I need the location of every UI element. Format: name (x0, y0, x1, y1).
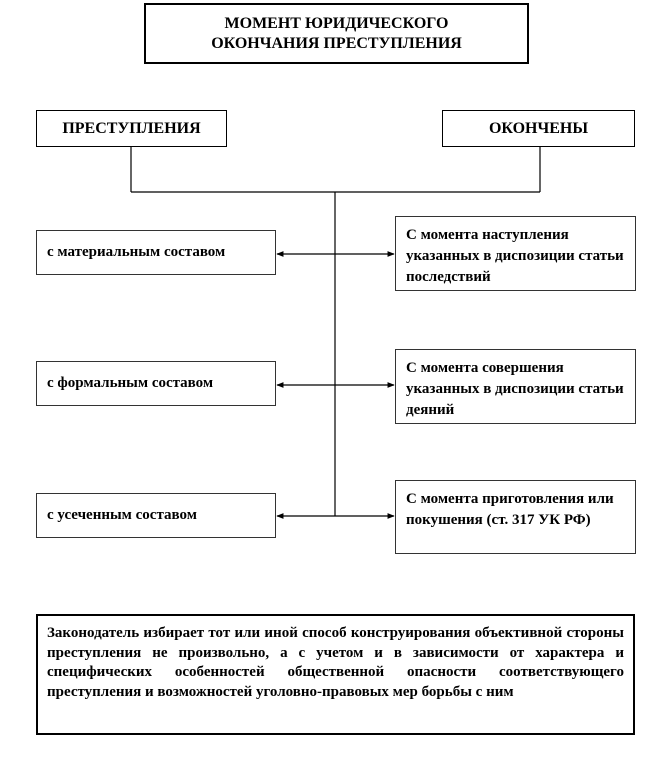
ended-header-box (442, 110, 635, 147)
moment-label: С момента совершения указанных в диспозиции статьи деяний (406, 360, 624, 418)
ended-header-label: ОКОНЧЕНЫ (488, 119, 589, 137)
legislator-note-text: Законодатель избирает тот или иной способ конструирования объективной стороны преступления не произвольно, а с учетом и в зависимости от характера и специфических особенностей общественной опасности соответствующего преступления и возможностей уголовно-правовых мер борьбы с ним (47, 625, 624, 700)
crime-type-label: с усеченным составом (47, 507, 197, 523)
moment-label: С момента приготовления или покушения (ст. 317 УК РФ) (406, 491, 614, 528)
moment-label: С момента наступления указанных в диспозиции статьи последствий (406, 227, 624, 285)
moment-box-formal (395, 349, 636, 424)
diagram-title (144, 3, 529, 64)
crime-type-box-truncated (36, 493, 276, 538)
moment-box-truncated (395, 480, 636, 554)
diagram-title-line-2: ОКОНЧАНИЯ ПРЕСТУПЛЕНИЯ (211, 34, 462, 52)
crime-type-box-material (36, 230, 276, 275)
legislator-note-box (36, 614, 635, 735)
crimes-header-label: ПРЕСТУПЛЕНИЯ (62, 119, 201, 137)
crimes-header-box (36, 110, 227, 147)
crime-type-box-formal (36, 361, 276, 406)
moment-box-material (395, 216, 636, 291)
diagram-title-line-1: МОМЕНТ ЮРИДИЧЕСКОГО (224, 14, 449, 32)
crime-type-label: с формальным составом (47, 375, 214, 391)
crime-type-label: с материальным составом (47, 244, 226, 260)
